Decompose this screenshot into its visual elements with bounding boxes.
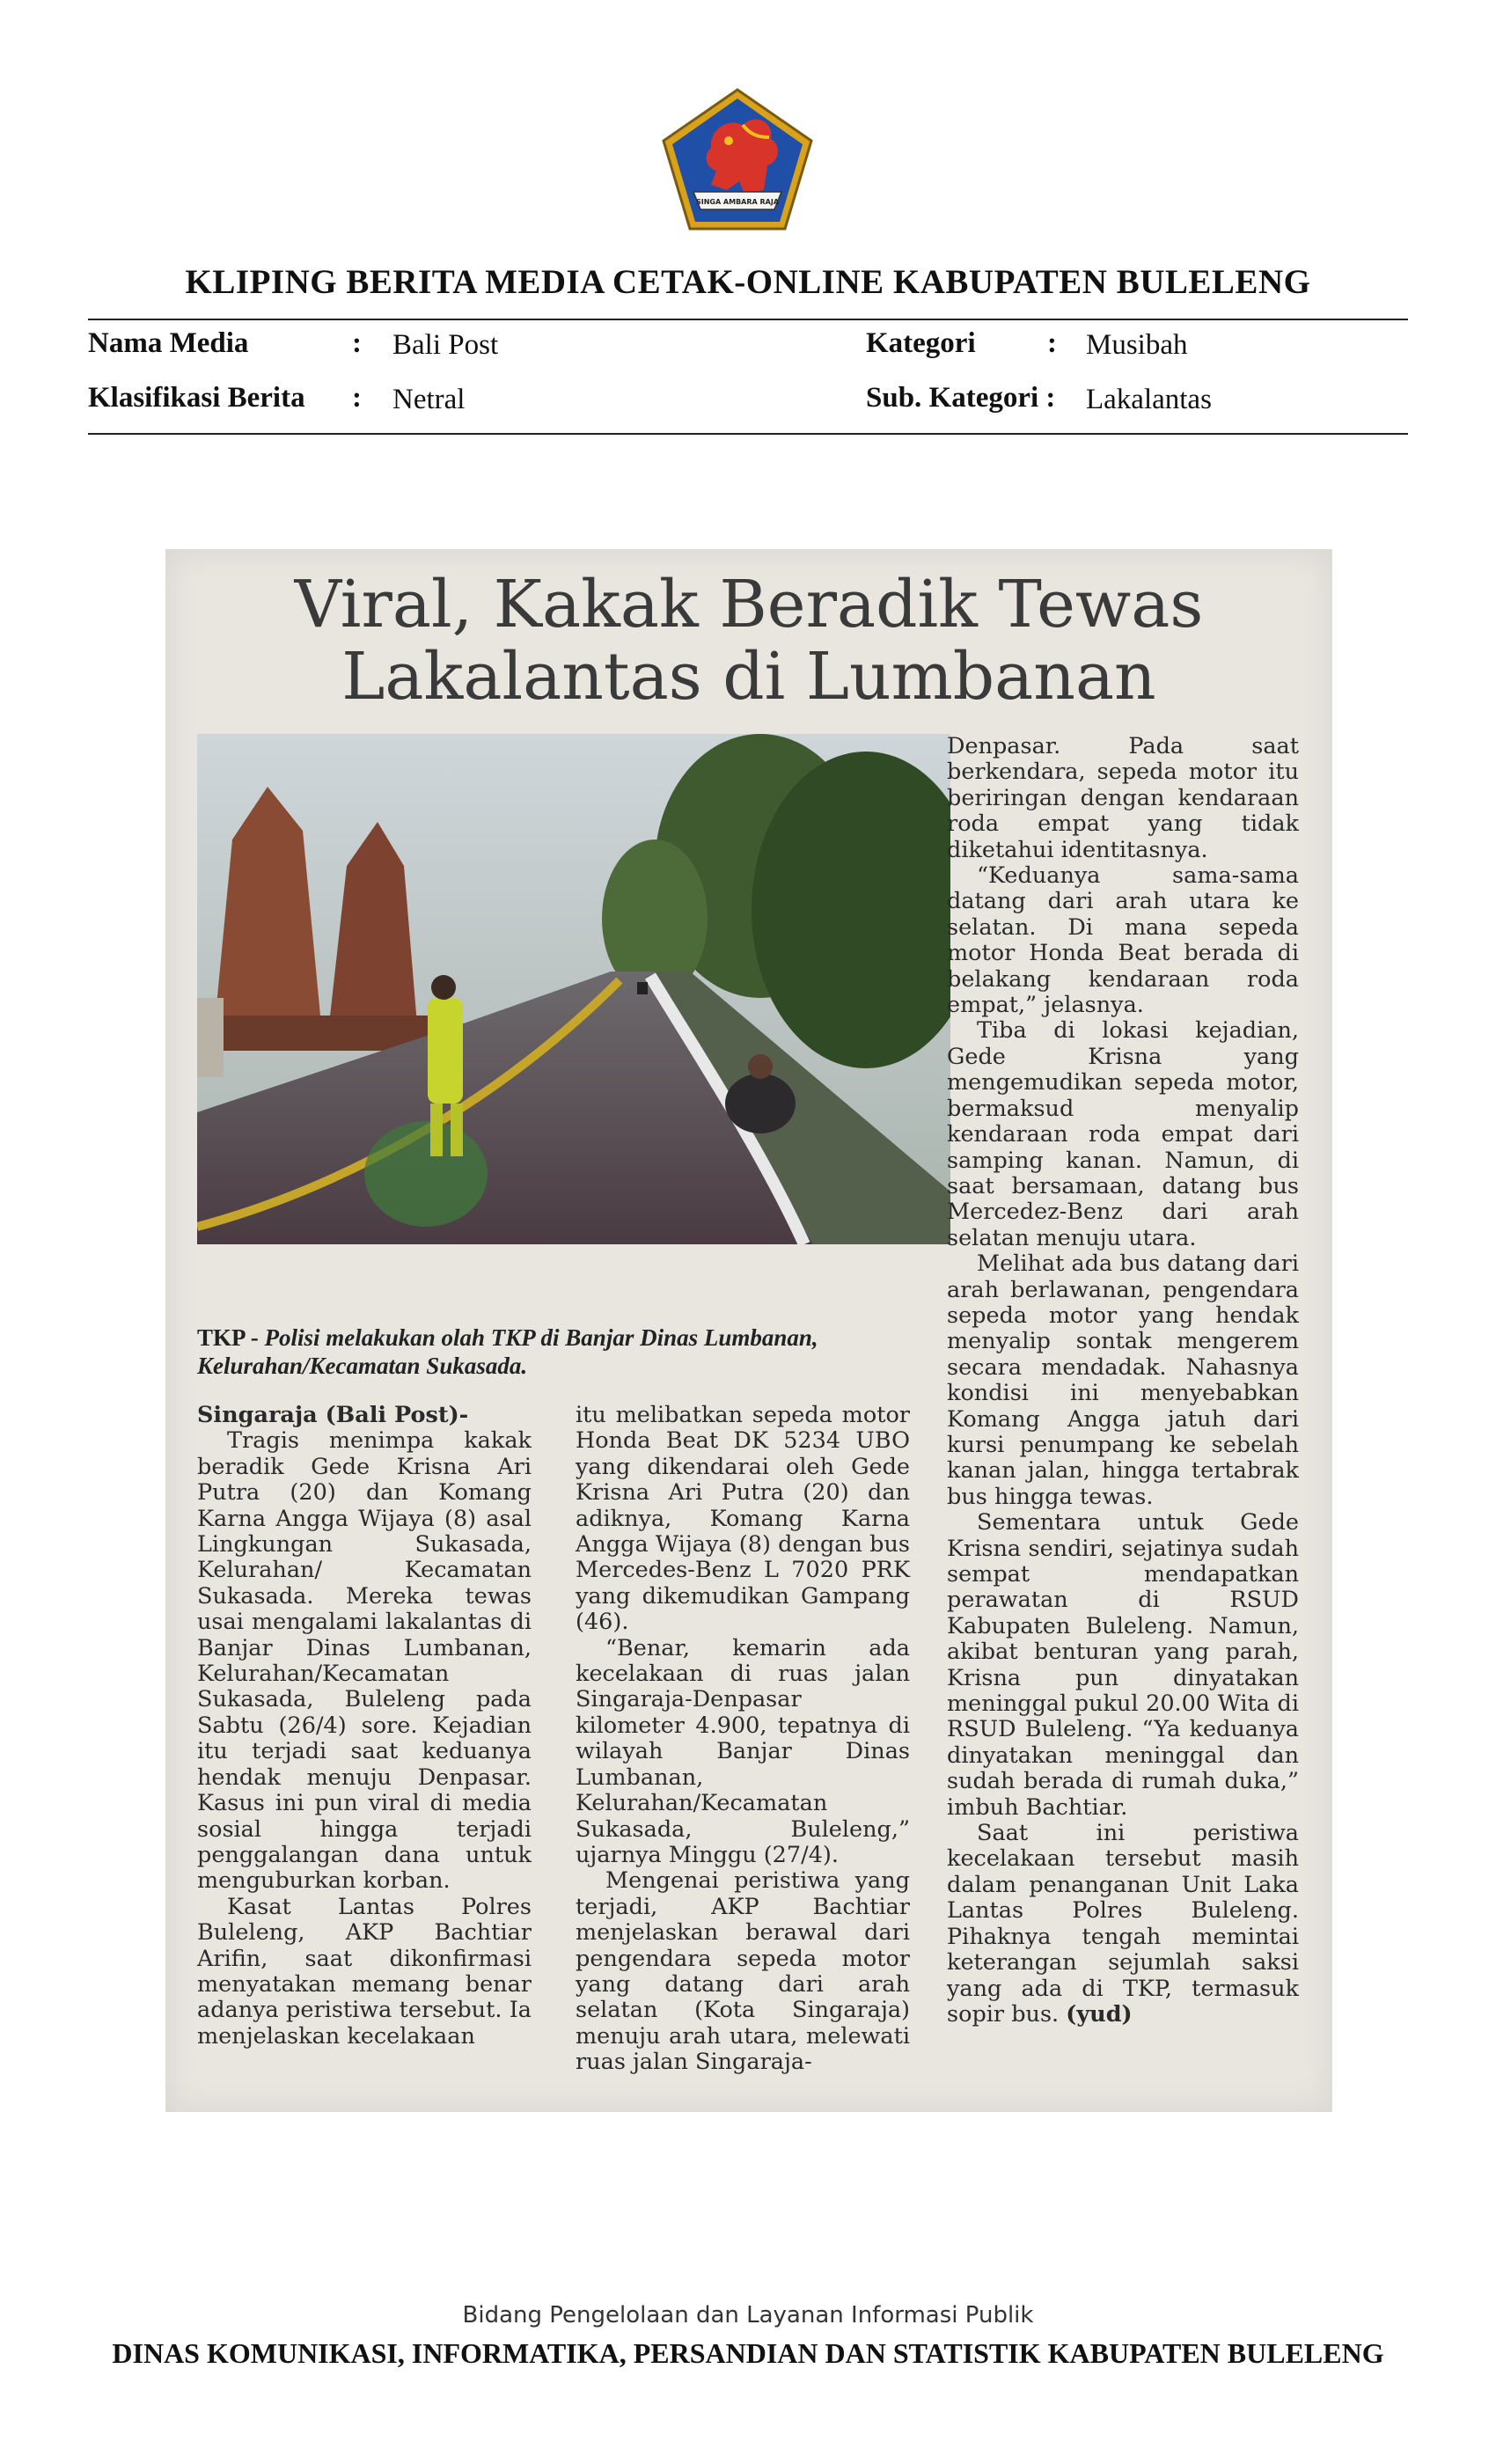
paragraph: Tiba di lokasi kejadian, Gede Krisna yang mengemudikan sepeda motor, bermaksud menyalip kendaraan roda empat dari samping kanan. Namun, di saat bersamaan, datang bus Mercedez-Benz dari arah selatan menuju utara. — [947, 1017, 1299, 1251]
sub-kategori-label: Sub. Kategori : — [866, 382, 1056, 414]
dateline: Singaraja (Bali Post)- — [197, 1402, 469, 1428]
paragraph: Denpasar. Pada saat berkendara, sepeda motor itu beriringan dengan kendaraan roda empat yang tidak diketahui identitasnya. — [947, 733, 1299, 863]
caption-tag: TKP - — [197, 1324, 265, 1351]
paragraph: Mengenai peristiwa yang terjadi, AKP Bachtiar menjelaskan berawal dari pengendara sepeda motor yang datang dari arah selatan (Kota Singaraja) menuju arah utara, melewati ruas jalan Singaraja- — [576, 1867, 910, 2076]
klasifikasi-separator: : — [352, 382, 362, 414]
nama-media-label: Nama Media — [88, 327, 249, 359]
paragraph: Tragis menimpa kakak beradik Gede Krisna Ari Putra (20) dan Komang Karna Angga Wijaya (8) asal Lingkungan Sukasada, Kelurahan/ Kecamatan Sukasada. Mereka tewas usai mengalami lakalantas di Banjar Dinas Lumbanan, Kelurahan/Kecamatan Sukasada, Buleleng pada Sabtu (26/4) sore. Kejadian itu terjadi saat keduanya hendak menuju Denpasar. Kasus ini pun viral di media sosial hingga terjadi penggalangan dana untuk menguburkan korban. — [197, 1427, 532, 1895]
headline-line-1: Viral, Kakak Beradik Tewas — [294, 567, 1204, 642]
news-clipping — [165, 549, 1332, 2112]
kategori-label: Kategori — [866, 327, 976, 359]
footer-division: Bidang Pengelolaan dan Layanan Informasi Publik — [462, 2302, 1034, 2328]
photo-caption — [197, 1324, 954, 1380]
svg-text:SINGA AMBARA RAJA: SINGA AMBARA RAJA — [695, 198, 780, 206]
paragraph: Saat ini peristiwa kecelakaan tersebut masih dalam penanganan Unit Laka Lantas Polres Buleleng. Pihaknya tengah memintai keterangan sejumlah saksi yang ada di TKP, termasuk sopir bus. — [947, 1820, 1299, 2028]
caption-text: Polisi melakukan olah TKP di Banjar Dinas Lumbanan, Kelurahan/Kecamatan Sukasada. — [197, 1324, 818, 1379]
paragraph: itu melibatkan sepeda motor Honda Beat DK 5234 UBO yang dikendarai oleh Gede Krisna Ari Putra (20) dan adiknya, Komang Karna Angga Wijaya (8) dengan bus Mercedes-Benz L 7020 PRK yang dikemudikan Gampang (46). — [576, 1402, 910, 1636]
paragraph: “Benar, kemarin ada kecelakaan di ruas jalan Singaraja-Denpasar kilometer 4.900, tepatnya di wilayah Banjar Dinas Lumbanan, Kelurahan/Kecamatan Sukasada, Buleleng,” ujarnya Minggu (27/4). — [576, 1634, 910, 1868]
regency-emblem-logo — [658, 86, 817, 234]
paragraph: Sementara untuk Gede Krisna sendiri, sejatinya sudah sempat mendapatkan perawatan di RSUD Kabupaten Buleleng. Namun, akibat benturan yang parah, Krisna pun dinyatakan meninggal pukul 20.00 Wita di RSUD Buleleng. “Ya keduanya dinyatakan meninggal dan sudah berada di rumah duka,” imbuh Bachtiar. — [947, 1509, 1299, 1821]
article-column-3 — [947, 734, 1299, 2028]
klasifikasi-value: Netral — [392, 384, 466, 415]
paragraph: Melihat ada bus datang dari arah berlawanan, pengendara sepeda motor yang hendak menyalip sontak mengerem secara mendadak. Nahasnya kondisi ini menyebabkan Komang Angga jatuh dari kursi penumpang ke sebelah kanan jalan, hingga tertabrak bus hingga tewas. — [947, 1250, 1299, 1510]
header-divider-bottom — [88, 433, 1408, 435]
byline: (yud) — [1066, 2000, 1133, 2028]
kategori-value: Musibah — [1086, 329, 1188, 361]
sub-kategori-value: Lakalantas — [1086, 384, 1212, 415]
nama-media-value: Bali Post — [392, 329, 499, 361]
article-column-2 — [576, 1403, 910, 2076]
footer-agency: DINAS KOMUNIKASI, INFORMATIKA, PERSANDIAN DAN STATISTIK KABUPATEN BULELENG — [112, 2337, 1384, 2369]
paragraph: Kasat Lantas Polres Buleleng, AKP Bachtiar Arifin, saat dikonfirmasi menyatakan memang benar adanya peristiwa tersebut. Ia menjelaskan kecelakaan — [197, 1893, 532, 2050]
nama-media-separator: : — [352, 327, 362, 359]
klasifikasi-label: Klasifikasi Berita — [88, 382, 305, 414]
header-divider-top — [88, 319, 1408, 320]
paragraph: “Keduanya sama-sama datang dari arah utara ke selatan. Di mana sepeda motor Honda Beat berada di belakang kendaraan roda empat,” jelasnya. — [947, 862, 1299, 1019]
article-column-1 — [197, 1403, 532, 2050]
document-title: KLIPING BERITA MEDIA CETAK-ONLINE KABUPATEN BULELENG — [185, 263, 1311, 301]
regency-emblem-lion-icon — [658, 86, 817, 234]
headline-line-2: Lakalantas di Lumbanan — [341, 639, 1156, 715]
accident-scene-photo — [197, 734, 950, 1244]
kategori-separator: : — [1047, 327, 1057, 359]
